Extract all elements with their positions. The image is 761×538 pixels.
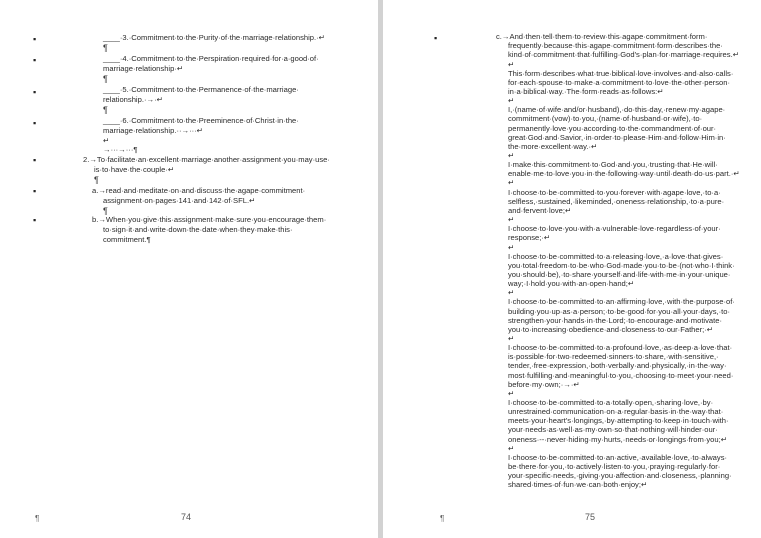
text-line[interactable]: before·my·own;·→·↵ bbox=[508, 379, 580, 389]
text-line[interactable]: is·possible·for·two·redeemed·sinners·to·share,·with·sensitive,· bbox=[508, 352, 719, 362]
text-line[interactable]: ____·4.·Commitment·to·the·Perspiration·required·for·a·good·of· bbox=[103, 54, 319, 63]
text-line[interactable]: →···→···¶ bbox=[103, 145, 138, 154]
pilcrow: ¶ bbox=[103, 206, 108, 216]
text-line[interactable]: I·choose·to·be·committed·to·an·affirming·love,·with·the·purpose·of· bbox=[508, 297, 735, 307]
text-line[interactable]: c.→And·then·tell·them·to·review·this·agape·commitment·form· bbox=[496, 32, 708, 41]
text-line[interactable]: you·to·increasing·obedience·and·closeness·to·our·Father;·↵ bbox=[508, 324, 714, 334]
text-line[interactable]: a.→read·and·meditate·on·and·discuss·the·agape·commitment· bbox=[92, 186, 306, 195]
left-page[interactable] bbox=[0, 0, 378, 538]
text-line[interactable]: ↵ bbox=[508, 96, 515, 105]
text-line[interactable]: meets·your·heart's·longings,·by·attempting·to·keep·in·touch·with· bbox=[508, 416, 729, 426]
text-line[interactable]: and·fervent·love;↵ bbox=[508, 205, 572, 215]
text-line[interactable]: ↵ bbox=[508, 59, 515, 69]
list-bullet: ▪ bbox=[33, 55, 37, 65]
list-bullet: ▪ bbox=[33, 118, 37, 128]
text-line[interactable]: most·fulfilling·and·meaningful·to·you,·choosing·to·meet·your·need· bbox=[508, 370, 734, 380]
list-bullet: ▪ bbox=[434, 33, 438, 43]
text-line[interactable]: enable·me·to·love·you·in·the·following·way·until·death·do·us·part.·↵ bbox=[508, 169, 740, 179]
page-number: 75 bbox=[585, 512, 596, 522]
text-line[interactable]: frequently·because·this·agape·commitment·form·describes·the· bbox=[508, 41, 723, 51]
pilcrow: ¶ bbox=[103, 43, 108, 53]
text-line[interactable]: response;·↵ bbox=[508, 233, 551, 243]
text-line[interactable]: ↵ bbox=[508, 178, 515, 188]
text-line[interactable]: selfless,·sustained,·likeminded,·oneness·relationship,·to·a·pure· bbox=[508, 196, 725, 206]
text-line[interactable]: ↵ bbox=[508, 443, 515, 453]
text-line[interactable]: tender,·free·expression,·both·verbally·and·physically,·in·the·way· bbox=[508, 361, 727, 371]
text-line[interactable]: to·sign·it·and·write·down·the·date·when·they·make·this· bbox=[103, 225, 293, 234]
text-line[interactable]: building·you·up·as·a·person;·to·be·good·for·you·all·your·days,·to· bbox=[508, 306, 731, 316]
text-line[interactable]: relationship.·→·↵ bbox=[103, 95, 163, 104]
text-line[interactable]: you·total·freedom·to·be·who·God·made·you·to·be·(not·who·I·think· bbox=[508, 260, 735, 270]
text-line[interactable]: the·more·excellent·way.·↵ bbox=[508, 141, 598, 151]
right-page[interactable] bbox=[383, 0, 761, 538]
list-bullet: ▪ bbox=[33, 155, 37, 165]
text-line[interactable]: commitment·(vow)·to·you,·(name·of·husband·or·wife),·to· bbox=[508, 114, 703, 124]
text-line[interactable]: assignment·on·pages·141·and·142·of·SFL.↵ bbox=[103, 196, 256, 205]
text-line[interactable]: for·each·spouse·to·make·a·commitment·to·love·the·other·person· bbox=[508, 77, 730, 87]
text-line[interactable]: strengthen·your·hands·in·the·Lord;·to·encourage·and·motivate· bbox=[508, 315, 723, 325]
text-line[interactable]: ↵ bbox=[508, 288, 515, 298]
text-line[interactable]: 2.→To·facilitate·an·excellent·marriage·another·assignment·you·may·use· bbox=[83, 155, 330, 164]
text-line[interactable]: unrestrained·communication·on·a·regular·basis·in·the·way·that· bbox=[508, 407, 724, 417]
text-line[interactable]: kind·of·commitment·that·fulfilling·God's·plan·for·marriage·requires.↵ bbox=[508, 50, 740, 60]
list-bullet: ▪ bbox=[33, 215, 37, 225]
list-bullet: ▪ bbox=[33, 87, 37, 97]
text-line[interactable]: This·form·describes·what·true·biblical·love·involves·and·also·calls· bbox=[508, 68, 734, 78]
text-line[interactable]: ↵ bbox=[508, 242, 515, 252]
text-line[interactable]: is·to·have·the·couple·↵ bbox=[94, 165, 175, 174]
text-line[interactable]: your·specific·needs,·giving·you·affection·and·closeness,·planning· bbox=[508, 471, 732, 481]
text-line[interactable]: I·choose·to·be·committed·to·you·forever·with·agape·love,·to·a· bbox=[508, 187, 721, 197]
text-line[interactable]: permanently·love·you·according·to·the·commandment·of·our· bbox=[508, 123, 717, 133]
text-line[interactable]: way;·I·hold·you·with·an·open·hand;↵ bbox=[508, 279, 635, 289]
text-line[interactable]: I,·(name·of·wife·and/or·husband),·do·this·day,·renew·my·agape· bbox=[508, 105, 726, 115]
text-line[interactable]: ↵ bbox=[508, 388, 515, 398]
page-number: 74 bbox=[181, 512, 192, 522]
text-line[interactable]: marriage·relationship.··→···↵ bbox=[103, 126, 204, 135]
pilcrow: ¶ bbox=[103, 105, 108, 115]
text-line[interactable]: ____·6.·Commitment·to·the·Preeminence·of·Christ·in·the· bbox=[103, 116, 299, 125]
text-line[interactable]: ↵ bbox=[103, 136, 110, 145]
text-line[interactable]: your·needs·as·well·as·my·own·so·that·nothing·will·hinder·our· bbox=[508, 425, 718, 435]
list-bullet: ▪ bbox=[33, 34, 37, 44]
text-line[interactable]: ↵ bbox=[508, 150, 515, 160]
text-line[interactable]: be·there·for·you,·to·actively·listen·to·you,·praying·regularly·for· bbox=[508, 462, 721, 472]
text-line[interactable]: you·should·be),·to·share·yourself·and·life·with·me·in·your·unique· bbox=[508, 269, 731, 279]
text-line[interactable]: I·choose·to·be·committed·to·an·active,·available·love,·to·always· bbox=[508, 452, 728, 462]
text-line[interactable]: oneness·--·never·hiding·my·hurts,·needs·or·longings·from·you;↵ bbox=[508, 434, 728, 444]
text-line[interactable]: I·choose·to·be·committed·to·a·profound·love,·as·deep·a·love·that· bbox=[508, 343, 733, 353]
text-line[interactable]: I·make·this·commitment·to·God·and·you,·trusting·that·He·will· bbox=[508, 160, 718, 170]
pilcrow: ¶ bbox=[103, 74, 108, 84]
text-line[interactable]: shared·times·of·fun·we·can·both·enjoy;↵ bbox=[508, 480, 648, 490]
text-line[interactable]: ↵ bbox=[508, 215, 515, 224]
text-line[interactable]: ____·3.·Commitment·to·the·Purity·of·the·marriage·relationship.·↵ bbox=[103, 33, 326, 42]
text-line[interactable]: b.→When·you·give·this·assignment·make·sure·you·encourage·them· bbox=[92, 215, 327, 224]
text-line[interactable]: ↵ bbox=[508, 333, 515, 343]
text-line[interactable]: marriage·relationship·↵ bbox=[103, 64, 184, 73]
pilcrow: ¶ bbox=[94, 175, 99, 185]
text-line[interactable]: I·choose·to·be·committed·to·a·totally·open,·sharing·love,·by· bbox=[508, 398, 714, 407]
text-line[interactable]: ____·5.·Commitment·to·the·Permanence·of·the·marriage· bbox=[103, 85, 299, 94]
text-line[interactable]: in·a·biblical·way.·The·form·reads·as·follows:↵ bbox=[508, 86, 664, 96]
footer-pilcrow: ¶ bbox=[35, 514, 40, 523]
text-line[interactable]: great·God·and·Savior,·in·order·to·please·Him·and·follow·Him·in· bbox=[508, 132, 726, 142]
text-line[interactable]: I·choose·to·love·you·with·a·vulnerable·love·regardless·of·your· bbox=[508, 224, 721, 234]
list-bullet: ▪ bbox=[33, 186, 37, 196]
text-line[interactable]: commitment.¶ bbox=[103, 235, 151, 244]
text-line[interactable]: I·choose·to·be·committed·to·a·releasing·love,·a·love·that·gives· bbox=[508, 251, 724, 261]
footer-pilcrow: ¶ bbox=[440, 514, 445, 523]
